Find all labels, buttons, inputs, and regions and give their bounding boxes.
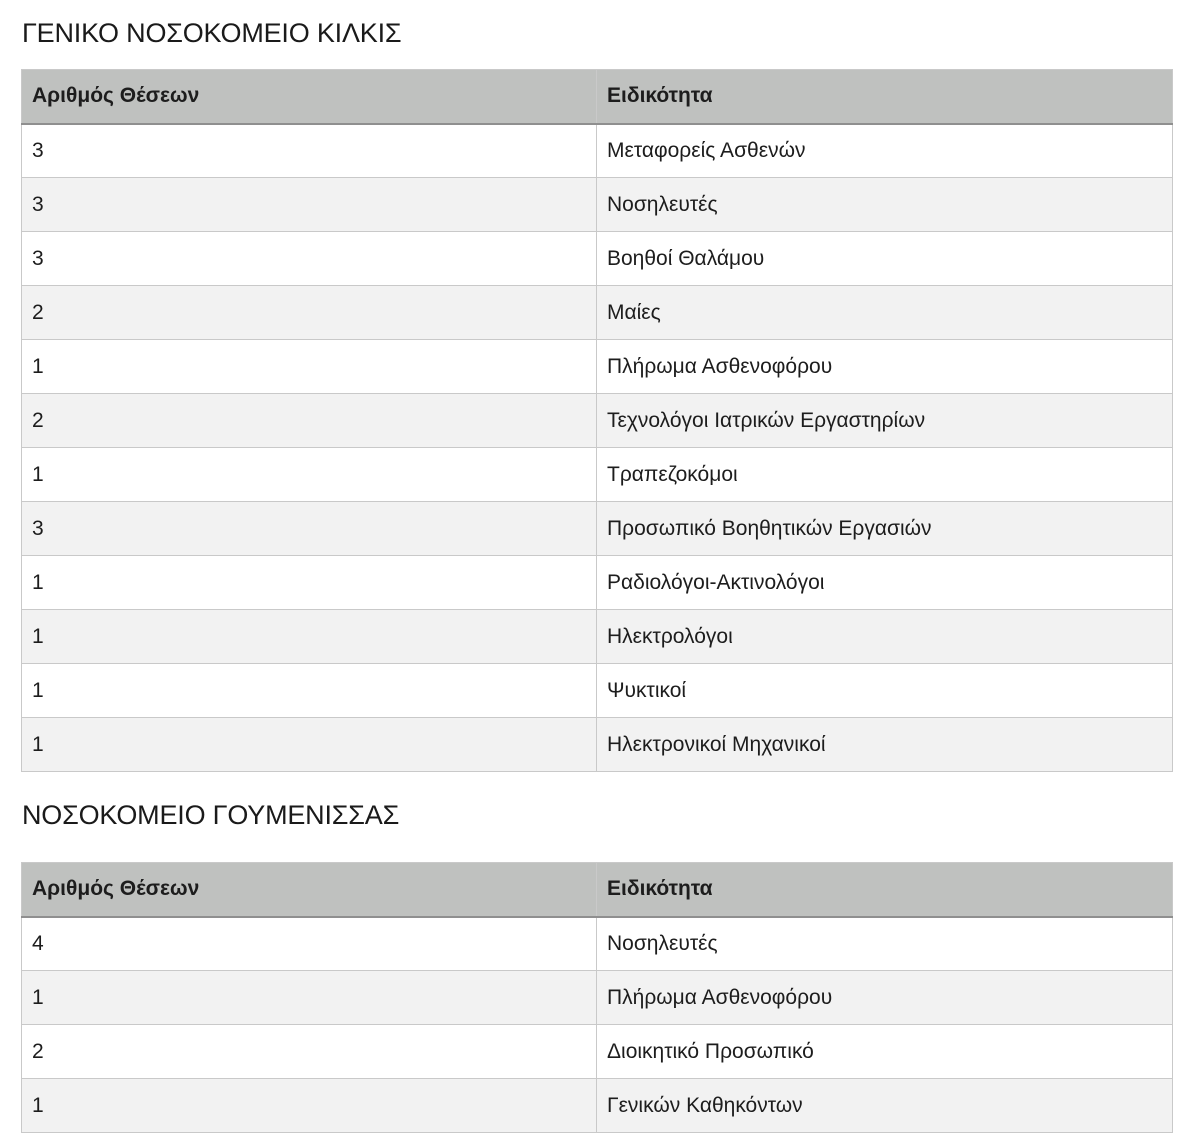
- cell-positions-count: 1: [22, 556, 597, 610]
- cell-specialty: Προσωπικό Βοηθητικών Εργασιών: [597, 502, 1173, 556]
- table-row: [22, 1025, 1173, 1079]
- table-row: [22, 286, 1173, 340]
- table-row: [22, 664, 1173, 718]
- cell-positions-count: 1: [22, 448, 597, 502]
- table-row: [22, 232, 1173, 286]
- cell-positions-count: 3: [22, 502, 597, 556]
- cell-specialty: Μεταφορείς Ασθενών: [597, 124, 1173, 178]
- cell-positions-count: 1: [22, 610, 597, 664]
- cell-specialty: Πλήρωμα Ασθενοφόρου: [597, 971, 1173, 1025]
- table-row: [22, 394, 1173, 448]
- cell-positions-count: 1: [22, 971, 597, 1025]
- table-row: [22, 1079, 1173, 1133]
- cell-specialty: Ψυκτικοί: [597, 664, 1173, 718]
- positions-table-goumenissa-hospital: [21, 862, 1173, 1133]
- table-row: [22, 124, 1173, 178]
- cell-positions-count: 3: [22, 232, 597, 286]
- table-row: [22, 448, 1173, 502]
- cell-specialty: Τραπεζοκόμοι: [597, 448, 1173, 502]
- cell-specialty: Μαίες: [597, 286, 1173, 340]
- table-row: [22, 178, 1173, 232]
- cell-positions-count: 2: [22, 394, 597, 448]
- column-header-positions: Αριθμός Θέσεων: [22, 863, 597, 917]
- table-row: [22, 917, 1173, 971]
- table-row: [22, 971, 1173, 1025]
- cell-positions-count: 1: [22, 718, 597, 772]
- cell-specialty: Διοικητικό Προσωπικό: [597, 1025, 1173, 1079]
- cell-positions-count: 2: [22, 286, 597, 340]
- cell-specialty: Βοηθοί Θαλάμου: [597, 232, 1173, 286]
- cell-specialty: Νοσηλευτές: [597, 178, 1173, 232]
- section-title-goumenissa-hospital: ΝΟΣΟΚΟΜΕΙΟ ΓΟΥΜΕΝΙΣΣΑΣ: [22, 800, 400, 830]
- column-header-specialty: Ειδικότητα: [597, 863, 1173, 917]
- cell-positions-count: 3: [22, 124, 597, 178]
- table-row: [22, 502, 1173, 556]
- cell-specialty: Πλήρωμα Ασθενοφόρου: [597, 340, 1173, 394]
- positions-table-kilkis-hospital: [21, 69, 1173, 772]
- cell-positions-count: 1: [22, 1079, 597, 1133]
- cell-positions-count: 3: [22, 178, 597, 232]
- table-row: [22, 340, 1173, 394]
- cell-specialty: Ραδιολόγοι-Ακτινολόγοι: [597, 556, 1173, 610]
- table-row: [22, 610, 1173, 664]
- table-row: [22, 718, 1173, 772]
- cell-specialty: Ηλεκτρονικοί Μηχανικοί: [597, 718, 1173, 772]
- cell-specialty: Ηλεκτρολόγοι: [597, 610, 1173, 664]
- table-row: [22, 556, 1173, 610]
- cell-positions-count: 1: [22, 340, 597, 394]
- cell-specialty: Τεχνολόγοι Ιατρικών Εργαστηρίων: [597, 394, 1173, 448]
- column-header-positions: Αριθμός Θέσεων: [22, 70, 597, 124]
- section-title-kilkis-hospital: ΓΕΝΙΚΟ ΝΟΣΟΚΟΜΕΙΟ ΚΙΛΚΙΣ: [22, 18, 402, 48]
- cell-positions-count: 4: [22, 917, 597, 971]
- cell-positions-count: 2: [22, 1025, 597, 1079]
- table-header-row: [22, 70, 1173, 124]
- table-header-row: [22, 863, 1173, 917]
- column-header-specialty: Ειδικότητα: [597, 70, 1173, 124]
- cell-specialty: Νοσηλευτές: [597, 917, 1173, 971]
- cell-positions-count: 1: [22, 664, 597, 718]
- cell-specialty: Γενικών Καθηκόντων: [597, 1079, 1173, 1133]
